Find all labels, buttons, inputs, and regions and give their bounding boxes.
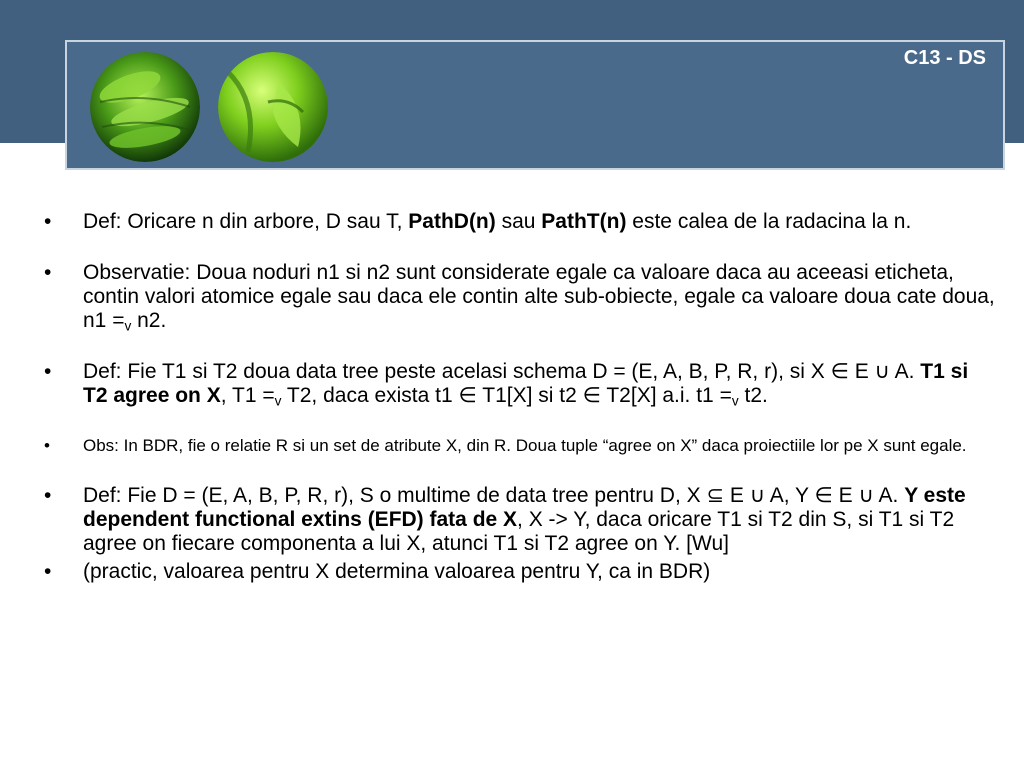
bullet-item bbox=[38, 435, 998, 457]
text-run: (practic, valoarea pentru X determina valoarea pentru Y, ca in BDR) bbox=[83, 560, 711, 583]
bullet-item bbox=[38, 360, 998, 408]
text-run: Obs: In BDR, fie o relatie R si un set de atribute X, din R. Doua tuple “agree on X” daca proiectiile lor pe X sunt egale. bbox=[83, 436, 967, 455]
bullet-item bbox=[38, 261, 998, 333]
bold-term: PathD(n) bbox=[408, 210, 496, 233]
bullet-item bbox=[38, 210, 998, 234]
subscript: v bbox=[124, 318, 132, 334]
slide-title: C13 - DS bbox=[903, 47, 986, 69]
bullet-list bbox=[38, 210, 998, 584]
leaf-decoration-left bbox=[90, 52, 200, 162]
text-run: Def: Oricare n din arbore, D sau T, bbox=[83, 210, 409, 233]
text-run: Observatie: Doua noduri n1 si n2 sunt considerate egale ca valoare daca au aceeasi eticheta, contin valori atomice egale sau daca ele contin alte sub-obiecte, egale ca valoare doua cate doua, n1 = bbox=[83, 261, 995, 332]
subscript: v bbox=[731, 393, 739, 409]
text-run: t2. bbox=[738, 384, 768, 407]
text-run: Def: Fie D = (E, A, B, P, R, r), S o multime de data tree pentru D, X ⊆ E ∪ A, Y ∈ E ∪ A. bbox=[83, 484, 905, 507]
text-run: Def: Fie T1 si T2 doua data tree peste acelasi schema D = (E, A, B, P, R, r), si X ∈ E ∪ A. bbox=[83, 360, 921, 383]
text-run: T2, daca exista t1 ∈ T1[X] si t2 ∈ T2[X] a.i. t1 = bbox=[281, 384, 732, 407]
text-run: sau bbox=[495, 210, 542, 233]
text-run: , X -> Y, daca oricare T1 si T2 din S, si T1 si T2 agree on fiecare componenta a lui X, atunci T1 si T2 agree on Y. [Wu] bbox=[83, 508, 955, 555]
bold-term: T1 si T2 agree on X bbox=[83, 360, 969, 407]
header-panel bbox=[65, 40, 1005, 170]
text-run: , T1 = bbox=[220, 384, 275, 407]
bold-term: PathT(n) bbox=[541, 210, 627, 233]
leaf-decoration-right bbox=[218, 52, 328, 162]
subscript: v bbox=[274, 393, 282, 409]
bullet-item bbox=[38, 484, 998, 556]
text-run: este calea de la radacina la n. bbox=[626, 210, 912, 233]
bullet-item bbox=[38, 560, 998, 584]
bold-term: Y este dependent functional extins (EFD) fata de X bbox=[83, 484, 966, 531]
text-run: n2. bbox=[131, 309, 167, 332]
slide-content bbox=[38, 210, 998, 584]
